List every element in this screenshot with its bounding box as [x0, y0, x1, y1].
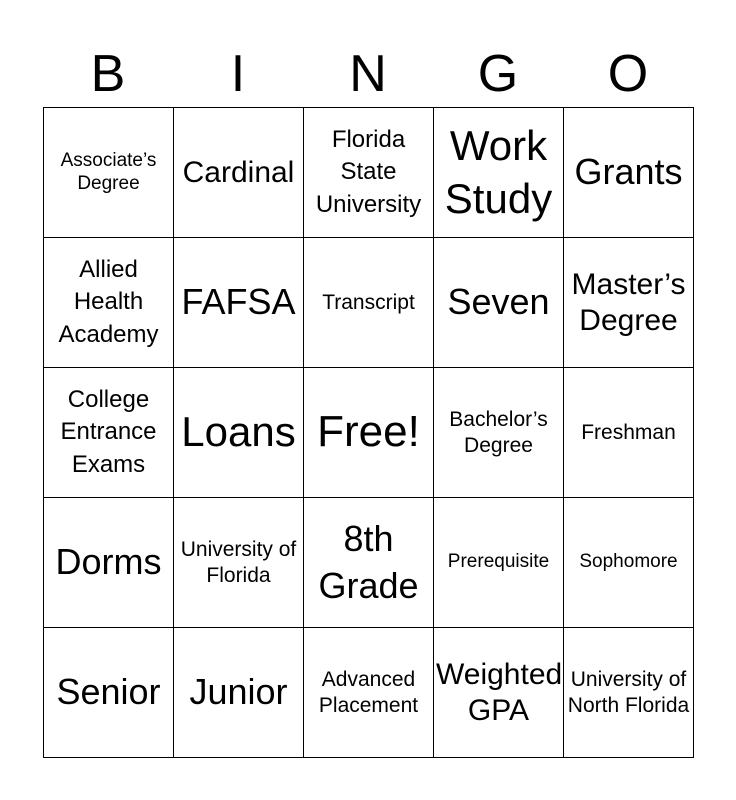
- bingo-cell[interactable]: Master’s Degree: [564, 238, 694, 368]
- bingo-cell[interactable]: Loans: [174, 368, 304, 498]
- grid-row: [44, 108, 694, 238]
- bingo-cell[interactable]: Associate’s Degree: [44, 108, 174, 238]
- bingo-cell[interactable]: 8th Grade: [304, 498, 434, 628]
- bingo-cell[interactable]: Prerequisite: [434, 498, 564, 628]
- grid-row: [44, 238, 694, 368]
- bingo-cell[interactable]: Seven: [434, 238, 564, 368]
- bingo-cell[interactable]: Advanced Placement: [304, 628, 434, 758]
- bingo-header: [43, 40, 693, 108]
- bingo-cell[interactable]: Florida State University: [304, 108, 434, 238]
- header-letter-n: N: [349, 45, 387, 103]
- bingo-cell[interactable]: Junior: [174, 628, 304, 758]
- bingo-cell[interactable]: College Entrance Exams: [44, 368, 174, 498]
- header-letter-i: I: [230, 45, 246, 103]
- bingo-cell[interactable]: Transcript: [304, 238, 434, 368]
- bingo-cell[interactable]: Grants: [564, 108, 694, 238]
- header-letter-o: O: [607, 45, 649, 103]
- bingo-cell[interactable]: Work Study: [434, 108, 564, 238]
- bingo-cell[interactable]: Cardinal: [174, 108, 304, 238]
- free-space-cell[interactable]: Free!: [304, 368, 434, 498]
- bingo-cell[interactable]: Bachelor’s Degree: [434, 368, 564, 498]
- bingo-cell[interactable]: University of North Florida: [564, 628, 694, 758]
- bingo-cell[interactable]: Dorms: [44, 498, 174, 628]
- bingo-cell[interactable]: Senior: [44, 628, 174, 758]
- header-letter-b: B: [90, 45, 126, 103]
- bingo-cell[interactable]: Weighted GPA: [434, 628, 564, 758]
- grid-row: [44, 628, 694, 758]
- grid-row: [44, 368, 694, 498]
- bingo-cell[interactable]: Freshman: [564, 368, 694, 498]
- bingo-cell[interactable]: FAFSA: [174, 238, 304, 368]
- bingo-cell[interactable]: Allied Health Academy: [44, 238, 174, 368]
- bingo-cell[interactable]: University of Florida: [174, 498, 304, 628]
- grid-row: [44, 498, 694, 628]
- bingo-grid: [43, 107, 694, 758]
- bingo-cell[interactable]: Sophomore: [564, 498, 694, 628]
- header-letter-g: G: [477, 45, 519, 103]
